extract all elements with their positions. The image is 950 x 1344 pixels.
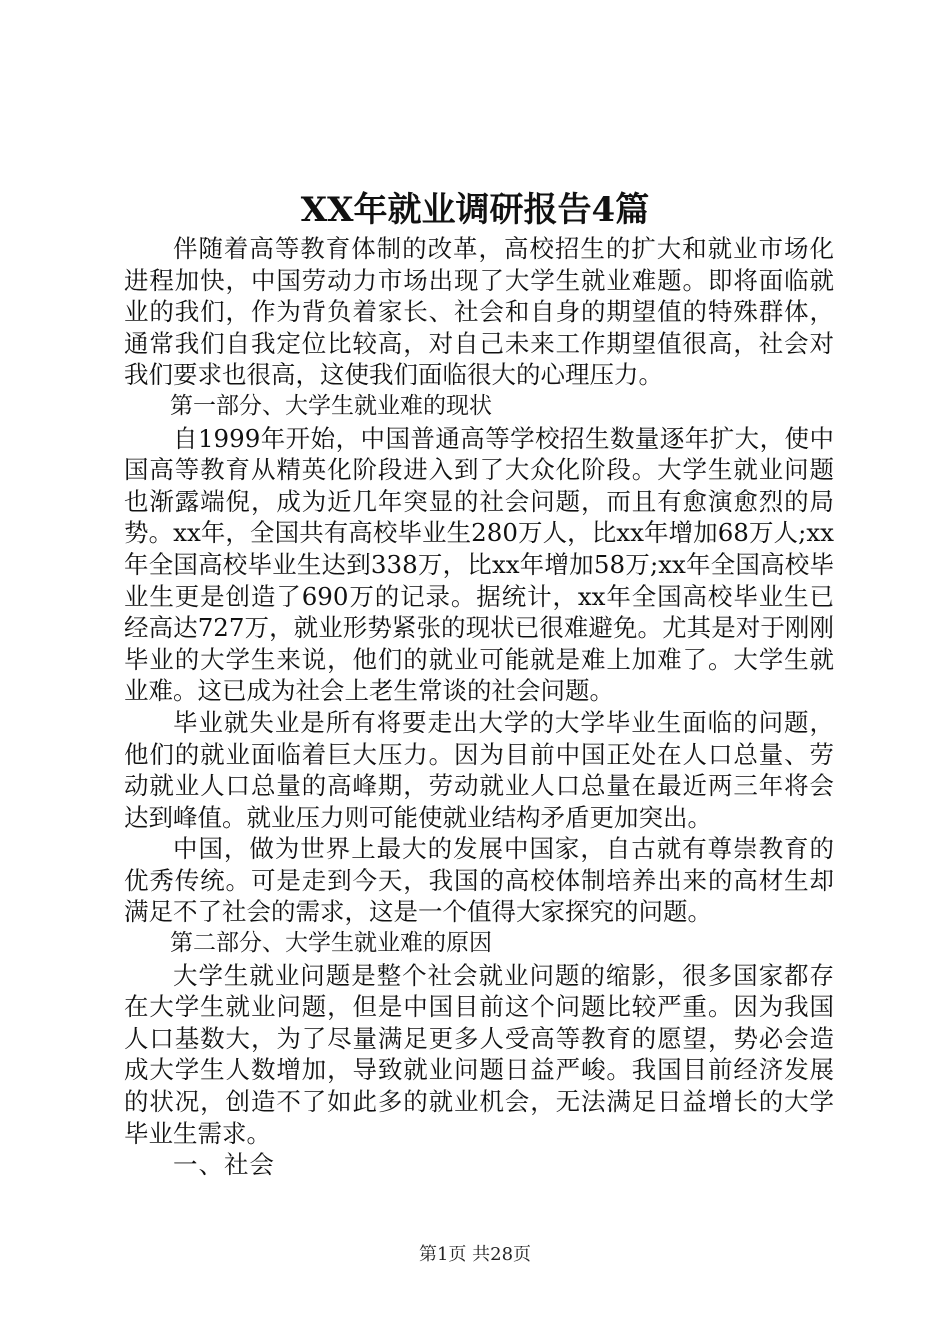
intro-paragraph: 伴随着高等教育体制的改革，高校招生的扩大和就业市场化进程加快，中国劳动力市场出现了大学生就业难题。即将面临就业的我们，作为背负着家长、社会和自身的期望值的特殊群体，通常我们自我定位比较高，对自己未来工作期望值很高，社会对我们要求也很高，这使我们面临很大的心理压力。 xyxy=(124,234,834,390)
section-heading-2: 第二部分、大学生就业难的原因 xyxy=(170,930,492,957)
section-heading-1: 第一部分、大学生就业难的现状 xyxy=(170,392,492,419)
subsection-heading: 一、社会 xyxy=(173,1150,275,1180)
page-footer: 第1页 共28页 xyxy=(418,1244,532,1265)
body-paragraph: 自1999年开始，中国普通高等学校招生数量逐年扩大，使中国高等教育从精英化阶段进入到了大众化阶段。大学生就业问题也渐露端倪，成为近几年突显的社会问题，而且有愈演愈烈的局势。xx年，全国共有高校毕业生280万人，比xx年增加68万人;xx年全国高校毕业生达到338万，比xx年增加58万;xx年全国高校毕业生更是创造了690万的记录。据统计，xx年全国高校毕业生已经高达727万，就业形势紧张的现状已很难避免。尤其是对于刚刚毕业的大学生来说，他们的就业可能就是难上加难了。大学生就业难。这已成为社会上老生常谈的社会问题。 xyxy=(124,423,834,706)
body-paragraph: 大学生就业问题是整个社会就业问题的缩影，很多国家都存在大学生就业问题，但是中国目前这个问题比较严重。因为我国人口基数大，为了尽量满足更多人受高等教育的愿望，势必会造成大学生人数增加，导致就业问题日益严峻。我国目前经济发展的状况，创造不了如此多的就业机会，无法满足日益增长的大学毕业生需求。 xyxy=(124,960,834,1148)
body-paragraph: 毕业就失业是所有将要走出大学的大学毕业生面临的问题，他们的就业面临着巨大压力。因为目前中国正处在人口总量、劳动就业人口总量的高峰期，劳动就业人口总量在最近两三年将会达到峰值。就业压力则可能使就业结构矛盾更加突出。 xyxy=(124,707,834,832)
document-title: XX年就业调研报告4篇 xyxy=(300,190,650,230)
body-paragraph: 中国，做为世界上最大的发展中国家，自古就有尊崇教育的优秀传统。可是走到今天，我国的高校体制培养出来的高材生却满足不了社会的需求，这是一个值得大家探究的问题。 xyxy=(124,834,834,927)
document-body xyxy=(124,233,834,1181)
